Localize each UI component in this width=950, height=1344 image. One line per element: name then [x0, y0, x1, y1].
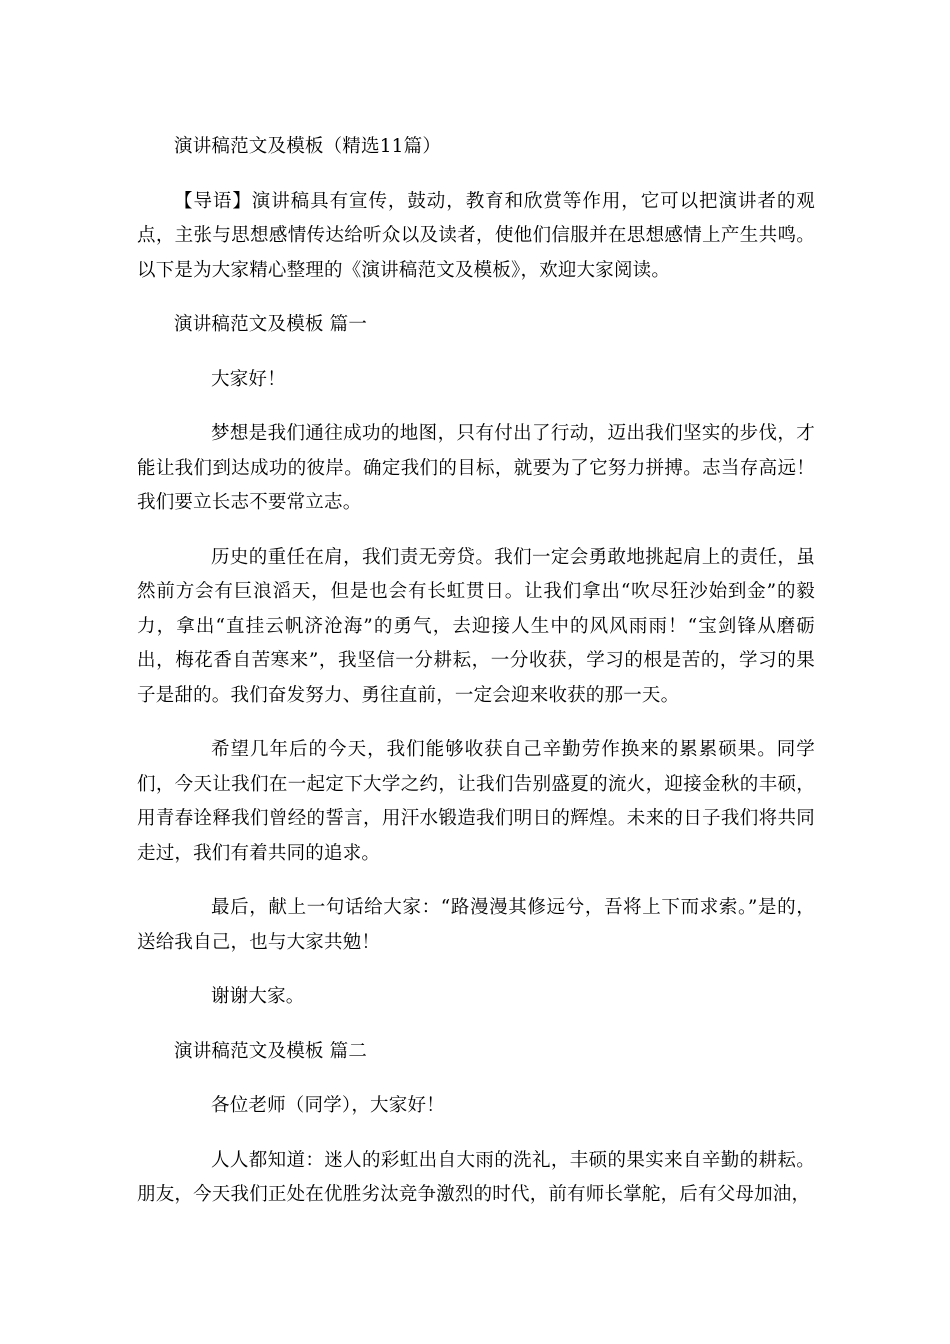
intro-paragraph: 【导语】演讲稿具有宣传，鼓动，教育和欣赏等作用，它可以把演讲者的观点，主张与思想感情传达给听众以及读者，使他们信服并在思想感情上产生共鸣。以下是为大家精心整理的《演讲稿范文及模板》，欢迎大家阅读。 — [137, 190, 815, 281]
section1-paragraph: 希望几年后的今天，我们能够收获自己辛勤劳作换来的累累硕果。同学们，今天让我们在一起定下大学之约，让我们告别盛夏的流火，迎接金秋的丰硕，用青春诠释我们曾经的誓言，用汗水锻造我们明日的辉煌。未来的日子我们将共同走过，我们有着共同的追求。 — [137, 739, 815, 864]
closing-1: 谢谢大家。 — [211, 986, 305, 1007]
greeting-2: 各位老师（同学），大家好！ — [211, 1095, 445, 1116]
section1-paragraph: 最后，献上一句话给大家：“路漫漫其修远兮，吾将上下而求索。”是的，送给我自己，也与大家共勉！ — [137, 897, 815, 953]
section2-paragraph: 人人都知道：迷人的彩虹出自大雨的洗礼，丰硕的果实来自辛勤的耕耘。朋友，今天我们正处在优胜劣汰竞争激烈的时代，前有师长掌舵，后有父母加油， — [137, 1149, 815, 1205]
section-heading-1: 演讲稿范文及模板 篇一 — [174, 314, 368, 335]
section1-paragraph: 历史的重任在肩，我们责无旁贷。我们一定会勇敢地挑起肩上的责任，虽然前方会有巨浪滔天，但是也会有长虹贯日。让我们拿出“吹尽狂沙始到金”的毅力，拿出“直挂云帆济沧海”的勇气，去迎接人生中的风风雨雨！“宝剑锋从磨砺出，梅花香自苦寒来”，我坚信一分耕耘，一分收获，学习的根是苦的，学习的果子是甜的。我们奋发努力、勇往直前，一定会迎来收获的那一天。 — [137, 546, 815, 706]
section-heading-2: 演讲稿范文及模板 篇二 — [174, 1040, 368, 1062]
document-title: 演讲稿范文及模板（精选11篇） — [174, 136, 442, 157]
greeting-1: 大家好！ — [211, 368, 286, 390]
section1-paragraph: 梦想是我们通往成功的地图，只有付出了行动，迈出我们坚实的步伐，才能让我们到达成功的彼岸。确定我们的目标，就要为了它努力拼搏。志当存高远！我们要立长志不要常立志。 — [137, 423, 815, 513]
document-body — [137, 130, 815, 1233]
